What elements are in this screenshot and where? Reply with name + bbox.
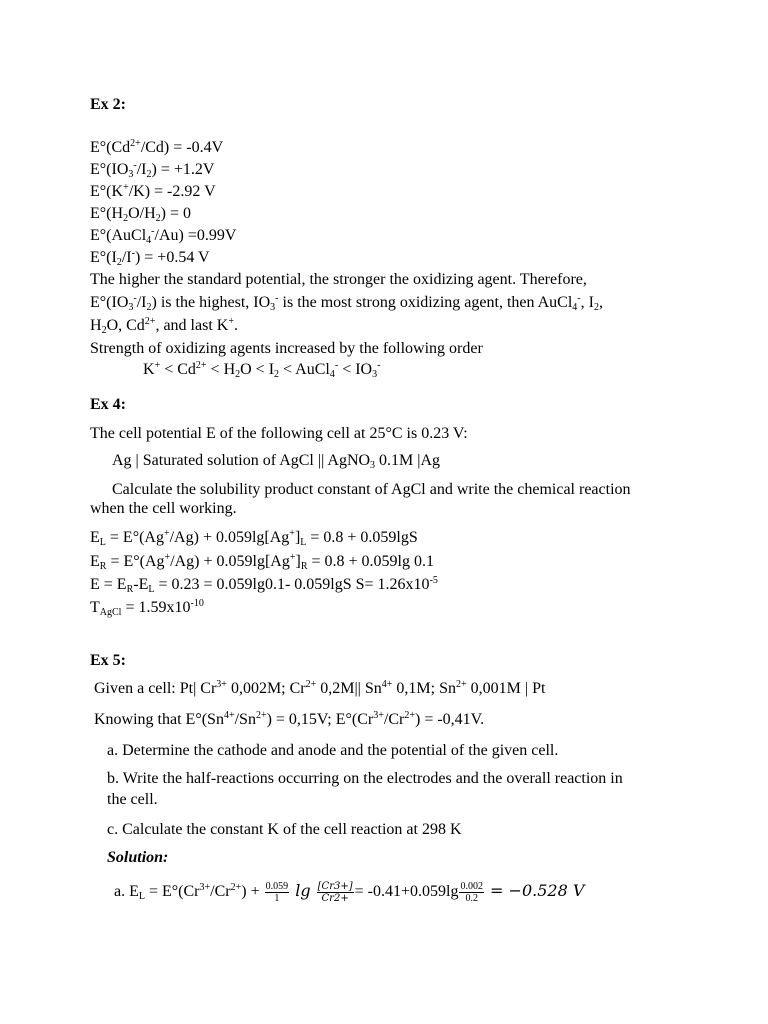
- strength-text: Strength of oxidizing agents increased by the following order: [90, 340, 483, 357]
- cell-notation: Ag | Saturated solution of AgCl || AgNO$_3$ 0.1M |Ag: [112, 452, 441, 471]
- fraction-cr-ratio: $\frac{[Cr3+]}{Cr2+}$: [317, 880, 353, 904]
- ex2-heading: Ex 2:: [90, 96, 126, 113]
- solution-a-equation: a. $E_L = E^\circ(Cr^{3+}/Cr^{2+})$ + $\frac{0.059}{1}$ lg $\frac{[Cr3+]}{Cr2+}$ = -0.41+0.059lg $\frac{0.002}{0.2}$ = −0.528 V: [114, 880, 585, 904]
- task-line-2: when the cell working.: [90, 500, 237, 517]
- question-b-line-1: b. Write the half-reactions occurring on the electrodes and the overall reaction in: [107, 770, 623, 787]
- e-i2-line: $E^\circ(I_2/I^-) = +0.54$ V: [90, 248, 210, 268]
- ex5-heading: Ex 5:: [90, 652, 126, 669]
- question-a: a. Determine the cathode and anode and the potential of the given cell.: [107, 742, 559, 759]
- given-cell: Given a cell: Pt| $Cr^{3+}$ 0,002M; $Cr^{2+}$ 0,2M|| $Sn^{4+}$ 0,1M; $Sn^{2+}$ 0,001M | Pt: [94, 679, 546, 697]
- oxidizing-order: $K^+ < Cd^{2+} < H_2O < I_2$ < AuCl$_4$- < $IO_3^-$: [143, 360, 381, 380]
- e-equation: $E = E_R-E_L = 0.23 = 0.059\lg 0.1-$ 0.059lgS $S= 1.26x10^{-5}$: [90, 575, 438, 595]
- solution-label: Solution:: [107, 849, 169, 866]
- e-cd-line: $E^\circ(Cd^{2+}/Cd) = -0.4V$: [90, 138, 224, 156]
- question-c: c. Calculate the constant K of the cell reaction at 298 K: [107, 821, 462, 838]
- fraction-0002-over-02: $\frac{0.002}{0.2}$: [460, 880, 483, 904]
- e-h2o-line: $E^\circ(H_2O/H_2) = 0$: [90, 205, 191, 224]
- fraction-0059-over-1: $\frac{0.059}{1}$: [265, 880, 289, 904]
- paragraph-line-1: The higher the standard potential, the stronger the oxidizing agent. Therefore,: [90, 271, 587, 288]
- paragraph-line-2: $E^\circ(IO_3^-/I_2)$ is the highest, $IO_3^-$ is the most strong oxidizing agent, then AuCl$_4$-, $I_2$,: [90, 293, 603, 313]
- paragraph-line-3: $H_2O$, $Cd^{2+}$, and last K+.: [90, 316, 238, 336]
- ex4-intro: The cell potential E of the following cell at 25°C is 0.23 V:: [90, 425, 468, 442]
- e-aucl4-line: E°(AuCl$_4$-/Au) =0.99V: [90, 226, 237, 246]
- e-io3-line: $E^\circ(IO_3^-/I_2) = +1.2V$: [90, 160, 215, 180]
- task-line-1: Calculate the solubility product constant of AgCl and write the chemical reaction: [112, 481, 631, 498]
- ksp-equation: $T_{AgCl} = 1.59x10^{-10}$: [90, 598, 204, 618]
- knowing-line: Knowing that $E^\circ(Sn^{4+}/Sn^{2+}) = 0,15V$; $E^\circ(Cr^{3+}/Cr^{2+}) = -0,41V$.: [94, 710, 485, 728]
- question-b-line-2: the cell.: [107, 791, 158, 808]
- e-k-line: E°(K+/K) = -2.92 V: [90, 182, 216, 200]
- ex4-heading: Ex 4:: [90, 396, 126, 413]
- el-equation: $E_L = E^\circ(Ag^+/Ag) + 0.059\lg[Ag^+]_L = 0.8 + 0.059\lg S$: [90, 528, 418, 548]
- er-equation: $E_R = E^\circ(Ag^+/Ag) + 0.059\lg[Ag^+]_R = 0.8 + 0.059\lg$ 0.1: [90, 552, 434, 572]
